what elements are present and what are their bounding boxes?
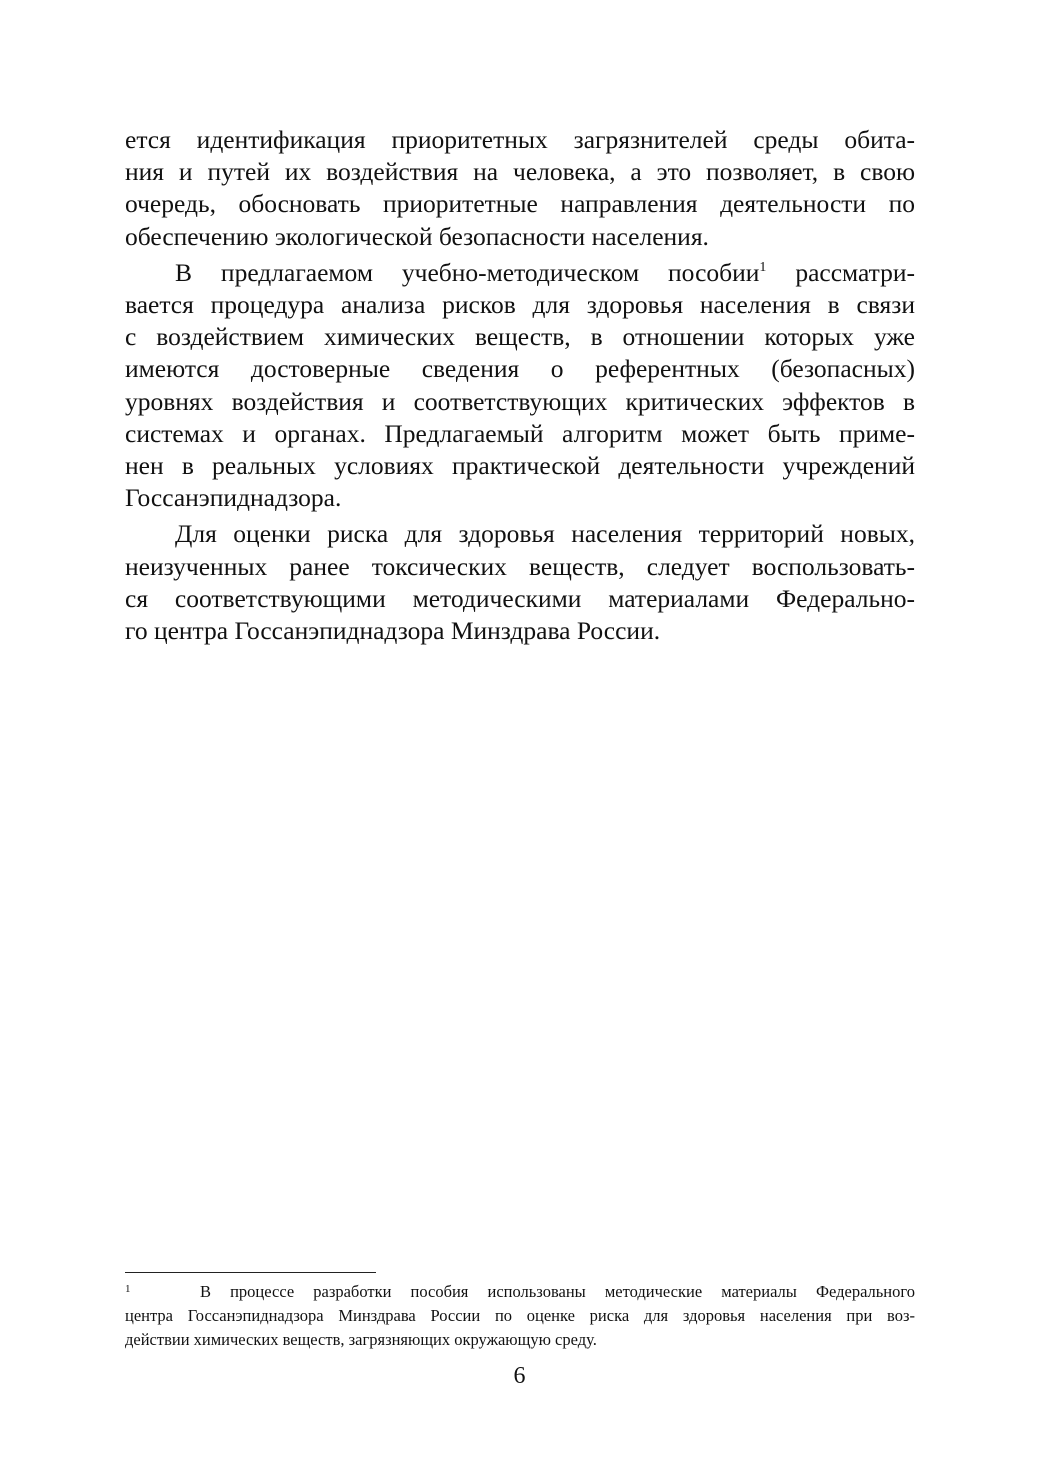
footnote-mark: 1 <box>125 1283 131 1295</box>
text-line: Для оценки риска для здоровья населения территорий новых, <box>175 519 915 549</box>
text-line <box>125 257 915 289</box>
footnote-line <box>125 1280 915 1304</box>
footnote <box>125 1280 915 1352</box>
text-line: обеспечению экологической безопасности населения. <box>125 221 709 251</box>
text-line: Госсанэпиднадзора. <box>125 483 342 513</box>
footnote-separator <box>125 1272 376 1273</box>
paragraph-2 <box>125 257 915 515</box>
paragraph-1 <box>125 124 915 253</box>
text-line: ется идентификация приоритетных загрязнителей среды обита- <box>125 125 915 154</box>
body-text <box>125 124 915 647</box>
text-line: уровнях воздействия и соответствующих критических эффектов в <box>125 386 915 416</box>
text-line-end: рассматри- <box>766 257 915 287</box>
text-line: очередь, обосновать приоритетные направления деятельности по <box>125 189 915 219</box>
paragraph-3 <box>125 518 915 647</box>
text-line: ся соответствующими методическими материалами Федерально- <box>125 583 915 613</box>
text-line: го центра Госсанэпиднадзора Минздрава России. <box>125 616 661 646</box>
page-number: 6 <box>513 1363 526 1389</box>
text-line: нен в реальных условиях практической деятельности учреждений <box>125 451 915 481</box>
text-line: системах и органах. Предлагаемый алгоритм может быть приме- <box>125 418 915 448</box>
footnote-reference[interactable]: 1 <box>759 259 767 275</box>
footnote-line-text: В процессе разработки пособия использованы методические материалы Федерального <box>200 1282 915 1301</box>
text-line: ния и путей их воздействия на человека, а это позволяет, в свою <box>125 157 915 187</box>
text-line: с воздействием химических веществ, в отношении которых уже <box>125 322 915 352</box>
text-line: вается процедура анализа рисков для здоровья населения в связи <box>125 290 915 320</box>
footnote-line: действии химических веществ, загрязняющих окружающую среду. <box>125 1330 597 1349</box>
text-line: неизученных ранее токсических веществ, следует воспользовать- <box>125 551 915 581</box>
text-line: имеются достоверные сведения о референтных (безопасных) <box>125 354 915 384</box>
footnote-line: центра Госсанэпиднадзора Минздрава России по оценке риска для здоровья населения при воз- <box>125 1306 915 1325</box>
text-line-start: В предлагаемом учебно-методическом пособии <box>175 257 760 287</box>
